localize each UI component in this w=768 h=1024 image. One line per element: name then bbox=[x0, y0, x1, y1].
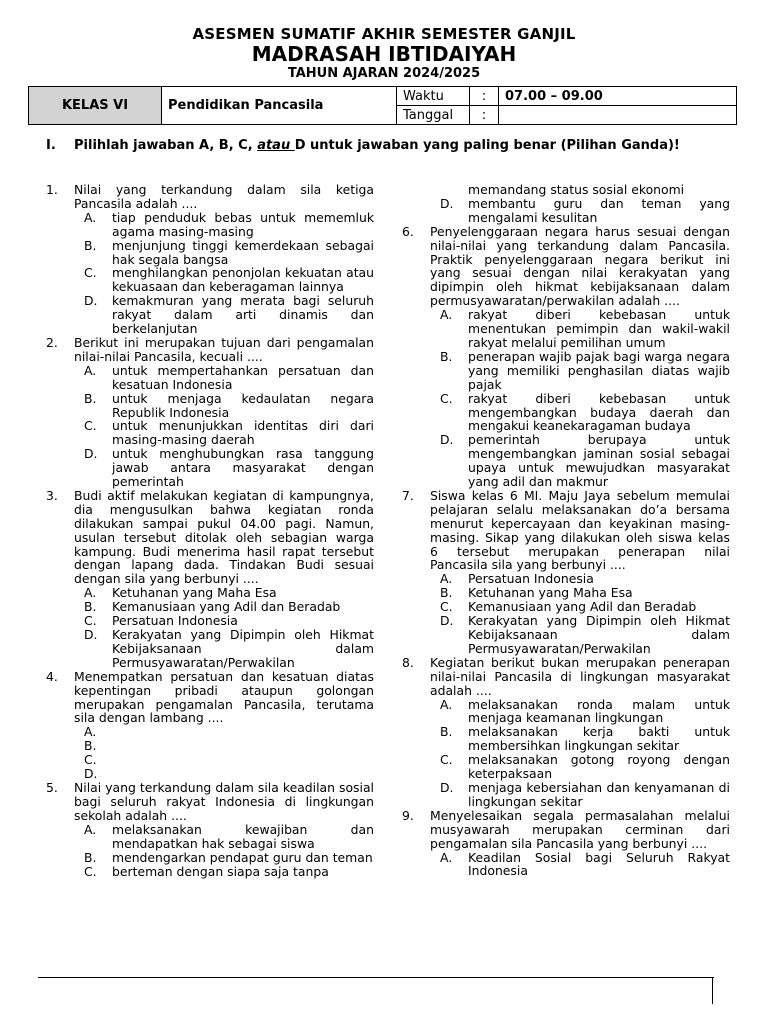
answer-option[interactable] bbox=[74, 266, 374, 294]
question-number: 1. bbox=[46, 182, 58, 197]
class-label: KELAS VI bbox=[29, 87, 162, 125]
option-text: berteman dengan siapa saja tanpa bbox=[112, 863, 329, 879]
answer-option[interactable] bbox=[430, 725, 730, 753]
question-number: 6. bbox=[402, 223, 414, 239]
option-text: menjaga kebersiahan dan kenyamanan di lingkungan sekitar bbox=[468, 779, 730, 809]
question-number: 4. bbox=[46, 668, 58, 684]
answer-option[interactable] bbox=[74, 725, 374, 739]
question-number: 9. bbox=[402, 807, 414, 823]
answer-option[interactable] bbox=[430, 392, 730, 434]
question-text: Siswa kelas 6 MI. Maju Jaya sebelum memulai pelajaran selalu melaksanakan do’a bersama menurut kepercayaan dan keyakinan masing-masing. Sikap yang dilakukan oleh siswa kelas 6 tersebut merupakan penerapan nilai Pancasila sila yang berbunyi .... bbox=[430, 487, 730, 573]
question-text: Budi aktif melakukan kegiatan di kampungnya, dia mengusulkan bahwa kegiatan ronda dilakukan sampai pukul 04.00 pagi. Namun, usulan tersebut ditolak oleh sebagian warga kampung. Budi menerima hasil rapat tersebut dengan lapang dada. Tindakan Budi sesuai dengan sila yang berbunyi .... bbox=[74, 487, 374, 587]
section-number: I. bbox=[46, 138, 56, 153]
answer-option[interactable] bbox=[430, 600, 730, 614]
option-letter: A. bbox=[84, 209, 97, 225]
question-item bbox=[46, 336, 374, 489]
exam-info-table bbox=[28, 86, 737, 125]
option-letter: B. bbox=[440, 585, 453, 601]
option-letter: C. bbox=[84, 863, 97, 879]
answer-option[interactable] bbox=[74, 614, 374, 628]
question-item bbox=[402, 656, 730, 809]
question-number: 3. bbox=[46, 487, 58, 503]
answer-option[interactable] bbox=[74, 753, 374, 767]
date-colon: : bbox=[470, 106, 499, 125]
question-text: Nilai yang terkandung dalam sila keadilan sosial bagi seluruh rakyat Indonesia di lingkungan sekolah adalah .... bbox=[74, 780, 374, 824]
option-text: untuk menjaga kedaulatan negara Republik Indonesia bbox=[112, 390, 374, 420]
option-text: untuk mempertahankan persatuan dan kesatuan Indonesia bbox=[112, 362, 374, 392]
question-item bbox=[402, 809, 730, 879]
answer-option[interactable] bbox=[430, 572, 730, 586]
option-letter: A. bbox=[84, 822, 97, 838]
answer-option[interactable] bbox=[430, 350, 730, 392]
option-letter: A. bbox=[440, 571, 453, 587]
option-text: menghilangkan penonjolan kekuatan atau kekuasaan dan keberagaman lainnya bbox=[112, 265, 374, 295]
instruction-text-part: D untuk jawaban yang paling benar (Pilihan Ganda)! bbox=[294, 138, 680, 153]
option-letter: B. bbox=[440, 724, 453, 740]
answer-option[interactable] bbox=[430, 698, 730, 726]
option-letter: D. bbox=[84, 446, 98, 462]
answer-option[interactable] bbox=[74, 865, 374, 879]
option-text: pemerintah berupaya untuk mengembangkan jaminan sosial sebagai upaya untuk mewujudkan masyarakat yang adil dan makmur bbox=[468, 432, 730, 490]
page-footer-rule bbox=[38, 977, 714, 978]
answer-option[interactable] bbox=[74, 364, 374, 392]
option-letter: A. bbox=[440, 307, 453, 323]
option-text: Kerakyatan yang Dipimpin oleh Hikmat Kebijaksanaan dalam Permusyawaratan/Perwakilan bbox=[468, 613, 730, 656]
question-text: Kegiatan berikut bukan merupakan penerapan nilai-nilai Pancasila di lingkungan masyarakat adalah .... bbox=[430, 654, 730, 698]
option-letter: C. bbox=[440, 752, 453, 768]
answer-option[interactable] bbox=[74, 739, 374, 753]
answer-option[interactable] bbox=[430, 753, 730, 781]
answer-option[interactable] bbox=[74, 851, 374, 865]
date-label: Tanggal bbox=[397, 106, 470, 125]
right-question-list bbox=[402, 225, 730, 879]
option-letter: C. bbox=[84, 752, 97, 768]
answer-option[interactable] bbox=[430, 851, 730, 879]
option-text: rakyat diberi kebebasan untuk menentukan pemimpin dan wakil-wakil rakyat melalui pemilihan umum bbox=[468, 307, 730, 350]
option-letter: C. bbox=[84, 613, 97, 629]
option-text: Persatuan Indonesia bbox=[468, 571, 594, 587]
exam-title: ASESMEN SUMATIF AKHIR SEMESTER GANJIL bbox=[192, 25, 576, 43]
answer-option[interactable] bbox=[74, 392, 374, 420]
right-column bbox=[402, 183, 730, 878]
time-colon: : bbox=[470, 87, 499, 106]
answer-option[interactable] bbox=[74, 294, 374, 336]
question-number: 7. bbox=[402, 487, 414, 503]
option-letter: B. bbox=[84, 849, 97, 865]
question-item bbox=[402, 489, 730, 656]
option-text: Kemanusiaan yang Adil dan Beradab bbox=[112, 599, 341, 615]
instruction-emphasis: atau bbox=[257, 138, 295, 153]
option-letter: B. bbox=[84, 390, 97, 406]
answer-option[interactable] bbox=[74, 767, 374, 781]
option-text: melaksanakan gotong royong dengan keterpaksaan bbox=[468, 752, 730, 782]
option-text: melaksanakan kewajiban dan mendapatkan hak sebagai siswa bbox=[112, 822, 374, 851]
option-text: melaksanakan kerja bakti untuk membersihkan lingkungan sekitar bbox=[468, 724, 730, 754]
answer-option[interactable] bbox=[74, 419, 374, 447]
page-footer-tick bbox=[712, 977, 713, 1004]
option-text bbox=[112, 753, 374, 767]
answer-option[interactable] bbox=[74, 239, 374, 267]
option-letter: A. bbox=[84, 362, 97, 378]
question-number: 2. bbox=[46, 334, 58, 350]
option-letter: C. bbox=[440, 390, 453, 406]
question-text: Menyelesaikan segala permasalahan melalui musyawarah merupakan cerminan dari pengamalan sila Pancasila yang berbunyi .... bbox=[430, 807, 730, 851]
option-text: melaksanakan ronda malam untuk menjaga keamanan lingkungan bbox=[468, 696, 730, 726]
question-text: Menempatkan persatuan dan kesatuan diatas kepentingan pribadi ataupun golongan merupakan pengamalan Pancasila, terutama sila dengan lambang .... bbox=[74, 668, 374, 726]
question-text: Nilai yang terkandung dalam sila ketiga Pancasila adalah .... bbox=[74, 182, 374, 211]
option-letter: D. bbox=[84, 293, 98, 309]
time-label: Waktu bbox=[397, 87, 470, 106]
option-letter: B. bbox=[84, 599, 97, 615]
option-letter: C. bbox=[84, 265, 97, 281]
answer-option bbox=[402, 197, 730, 225]
option-text: tiap penduduk bebas untuk mememluk agama masing-masing bbox=[112, 209, 374, 239]
question-number: 5. bbox=[46, 780, 58, 796]
option-text: untuk menunjukkan identitas diri dari masing-masing daerah bbox=[112, 418, 374, 448]
question-text: Berikut ini merupakan tujuan dari pengamalan nilai-nilai Pancasila, kecuali .... bbox=[74, 334, 374, 364]
option-text: membantu guru dan teman yang mengalami kesulitan bbox=[468, 195, 730, 225]
time-value: 07.00 – 09.00 bbox=[499, 87, 737, 106]
option-text: penerapan wajib pajak bagi warga negara yang memiliki penghasilan diatas wajib pajak bbox=[468, 348, 730, 392]
answer-option[interactable] bbox=[74, 447, 374, 489]
question-item bbox=[46, 670, 374, 782]
left-column bbox=[46, 183, 374, 879]
answer-option[interactable] bbox=[74, 586, 374, 600]
answer-option[interactable] bbox=[430, 586, 730, 600]
option-text: Ketuhanan yang Maha Esa bbox=[112, 585, 277, 601]
answer-option[interactable] bbox=[74, 823, 374, 851]
continued-option-text: memandang status sosial ekonomi bbox=[468, 182, 685, 197]
option-letter: C. bbox=[84, 418, 97, 434]
answer-option[interactable] bbox=[430, 781, 730, 809]
option-text bbox=[112, 739, 374, 753]
question-text: Penyelenggaraan negara harus sesuai dengan nilai-nilai yang terkandung dalam Pancasila. Praktik penyelenggaraan negara berikut ini yang sesuai dengan nilai kerakyatan yang dipimpin oleh hikmat kebijaksanaan dalam permusyawaratan/perwakilan adalah .... bbox=[430, 223, 730, 309]
instruction-text-part: Pilihlah jawaban A, B, C, bbox=[74, 138, 258, 153]
option-text: Kerakyatan yang Dipimpin oleh Hikmat Kebijaksanaan dalam Permusyawaratan/Perwakilan bbox=[112, 627, 374, 670]
option-text: Kemanusiaan yang Adil dan Beradab bbox=[468, 599, 697, 615]
option-letter: A. bbox=[440, 849, 453, 865]
question-item bbox=[402, 225, 730, 489]
answer-option[interactable] bbox=[74, 211, 374, 239]
answer-option[interactable] bbox=[430, 308, 730, 350]
question-number: 8. bbox=[402, 654, 414, 670]
option-text: menjunjung tinggi kemerdekaan sebagai hak segala bangsa bbox=[112, 237, 374, 267]
question-item bbox=[46, 183, 374, 336]
option-letter: A. bbox=[84, 585, 97, 601]
option-letter: D. bbox=[440, 195, 454, 211]
option-letter: D. bbox=[84, 766, 98, 782]
instruction-text bbox=[74, 138, 734, 154]
academic-year: TAHUN AJARAN 2024/2025 bbox=[287, 66, 481, 81]
option-text: Ketuhanan yang Maha Esa bbox=[468, 585, 633, 601]
option-text: Persatuan Indonesia bbox=[112, 613, 238, 629]
school-name: MADRASAH IBTIDAIYAH bbox=[251, 42, 517, 66]
option-letter: D. bbox=[440, 779, 454, 795]
date-value bbox=[499, 106, 737, 125]
answer-option[interactable] bbox=[74, 628, 374, 670]
option-letter: D. bbox=[440, 613, 454, 629]
option-letter: D. bbox=[440, 432, 454, 448]
option-letter: B. bbox=[84, 237, 97, 253]
option-letter: B. bbox=[440, 348, 453, 364]
option-letter: C. bbox=[440, 599, 453, 615]
question-item bbox=[46, 781, 374, 878]
option-letter: A. bbox=[440, 696, 453, 712]
answer-option[interactable] bbox=[430, 614, 730, 656]
question-item bbox=[46, 489, 374, 670]
subject-label: Pendidikan Pancasila bbox=[162, 87, 397, 125]
answer-option[interactable] bbox=[74, 600, 374, 614]
option-text bbox=[112, 767, 374, 781]
option-letter: D. bbox=[84, 627, 98, 642]
option-text: untuk menghubungkan rasa tanggung jawab antara masyarakat dengan pemerintah bbox=[112, 446, 374, 490]
answer-option[interactable] bbox=[430, 433, 730, 489]
option-text: kemakmuran yang merata bagi seluruh rakyat dalam arti dinamis dan berkelanjutan bbox=[112, 293, 374, 337]
option-text: mendengarkan pendapat guru dan teman bbox=[112, 849, 373, 865]
option-letter: B. bbox=[84, 738, 97, 754]
option-text: rakyat diberi kebebasan untuk mengembangkan budaya daerah dan mengakui keanekaragaman budaya bbox=[468, 390, 730, 434]
option-letter: A. bbox=[84, 724, 97, 740]
option-text bbox=[112, 725, 374, 739]
option-text: Keadilan Sosial bagi Seluruh Rakyat Indonesia bbox=[468, 849, 730, 879]
